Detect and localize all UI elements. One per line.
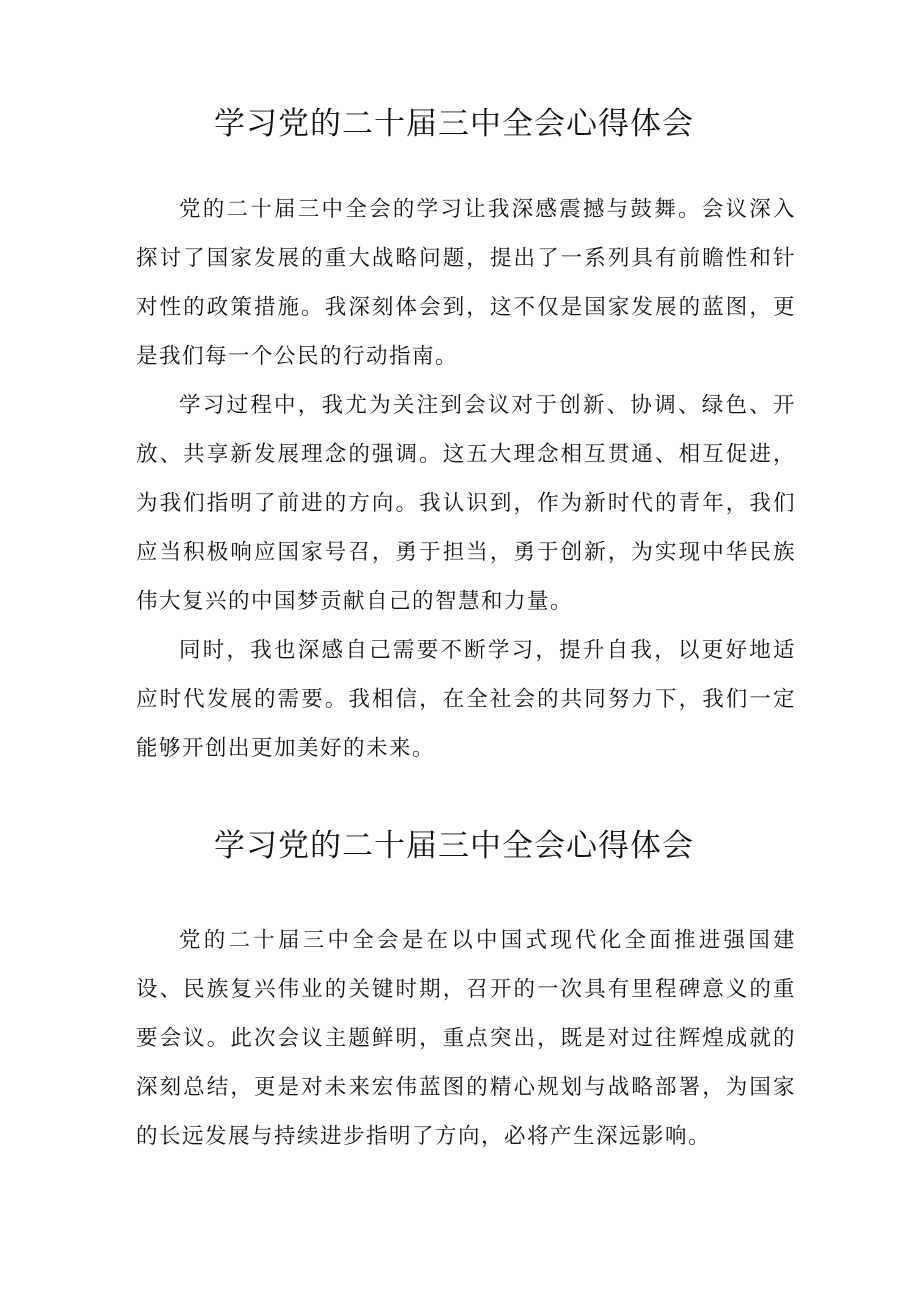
article-paragraph: 学习过程中，我尤为关注到会议对于创新、协调、绿色、开放、共享新发展理念的强调。这五大理念相互贯通、相互促进，为我们指明了前进的方向。我认识到，作为新时代的青年，我们应当积极响应国家号召，勇于担当，勇于创新，为实现中华民族伟大复兴的中国梦贡献自己的智慧和力量。 [136, 393, 796, 614]
article-paragraph: 党的二十届三中全会是在以中国式现代化全面推进强国建设、民族复兴伟业的关键时期，召开的一次具有里程碑意义的重要会议。此次会议主题鲜明，重点突出，既是对过往辉煌成就的深刻总结，更是对未来宏伟蓝图的精心规划与战略部署，为国家的长远发展与持续进步指明了方向，必将产生深远影响。 [136, 928, 796, 1149]
article-title: 学习党的二十届三中全会心得体会 [214, 828, 694, 864]
article-paragraph: 党的二十届三中全会的学习让我深感震撼与鼓舞。会议深入探讨了国家发展的重大战略问题，提出了一系列具有前瞻性和针对性的政策措施。我深刻体会到，这不仅是国家发展的蓝图，更是我们每一个公民的行动指南。 [136, 197, 796, 369]
article-1 [136, 96, 796, 773]
article-title: 学习党的二十届三中全会心得体会 [214, 106, 694, 142]
article-paragraph: 同时，我也深感自己需要不断学习，提升自我，以更好地适应时代发展的需要。我相信，在全社会的共同努力下，我们一定能够开创出更加美好的未来。 [136, 638, 796, 761]
article-2 [136, 818, 796, 1161]
